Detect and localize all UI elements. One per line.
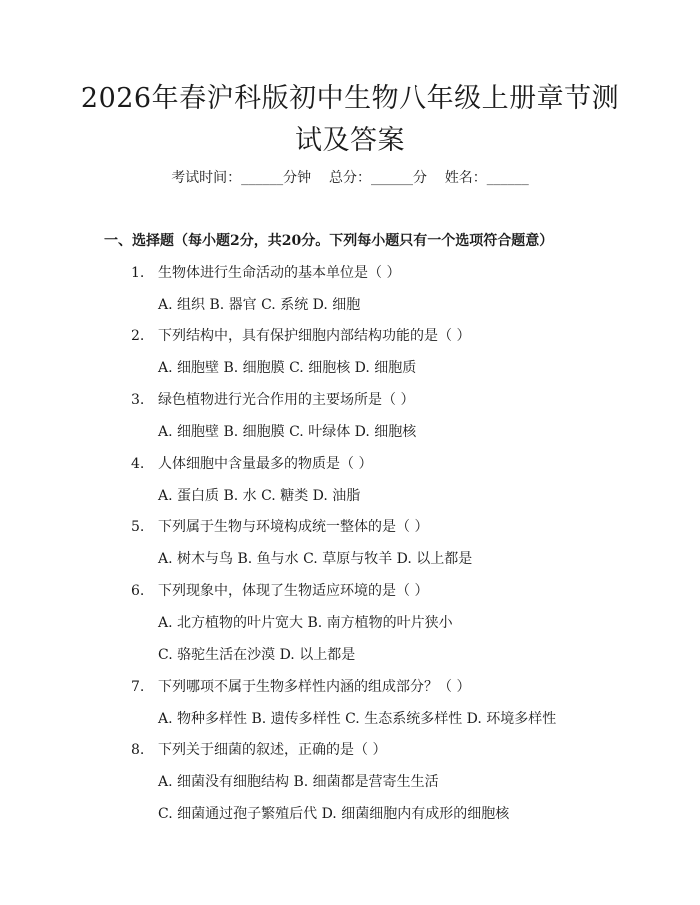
exam-info-line: 考试时间：______分钟 总分：______分 姓名：______ (171, 170, 529, 186)
title-line-1: 2026年春沪科版初中生物八年级上册章节测 (80, 83, 620, 114)
question-options: A. 物种多样性 B. 遗传多样性 C. 生态系统多样性 D. 环境多样性 (158, 711, 557, 727)
question-text: 人体细胞中含量最多的物质是（ ） (158, 456, 373, 472)
page-title (0, 78, 700, 162)
question (131, 676, 470, 696)
question-text: 下列属于生物与环境构成统一整体的是（ ） (158, 519, 429, 535)
question-text: 绿色植物进行光合作用的主要场所是（ ） (158, 392, 415, 408)
question-text: 下列结构中，具有保护细胞内部结构功能的是（ ） (158, 328, 471, 344)
question-options: A. 蛋白质 B. 水 C. 糖类 D. 油脂 (158, 488, 361, 504)
question-number: 8. (131, 742, 145, 758)
question (131, 389, 414, 409)
question-options: A. 细胞壁 B. 细胞膜 C. 叶绿体 D. 细胞核 (158, 424, 417, 440)
question (131, 516, 428, 536)
question-options: C. 骆驼生活在沙漠 D. 以上都是 (158, 647, 356, 663)
question-number: 7. (131, 679, 145, 695)
question-text: 下列现象中，体现了生物适应环境的是（ ） (158, 583, 429, 599)
question-options: C. 细菌通过孢子繁殖后代 D. 细菌细胞内有成形的细胞核 (158, 806, 510, 822)
question-text: 下列关于细菌的叙述，正确的是（ ） (158, 742, 387, 758)
question (131, 453, 372, 473)
title-line-2: 试及答案 (295, 125, 405, 156)
question-number: 4. (131, 456, 145, 472)
question (131, 325, 470, 345)
question (131, 262, 400, 282)
question-options: A. 细胞壁 B. 细胞膜 C. 细胞核 D. 细胞质 (158, 360, 417, 376)
section-heading: 一、选择题（每小题2分，共20分。下列每小题只有一个选项符合题意） (104, 233, 554, 249)
question-number: 5. (131, 519, 145, 535)
question-number: 3. (131, 392, 145, 408)
question-options: A. 北方植物的叶片宽大 B. 南方植物的叶片狭小 (158, 615, 453, 631)
question-options: A. 树木与鸟 B. 鱼与水 C. 草原与牧羊 D. 以上都是 (158, 551, 473, 567)
question-number: 1. (131, 265, 145, 281)
question-text: 生物体进行生命活动的基本单位是（ ） (158, 265, 401, 281)
question (131, 739, 386, 759)
question-number: 2. (131, 328, 145, 344)
question-number: 6. (131, 583, 145, 599)
question-options: A. 细菌没有细胞结构 B. 细菌都是营寄生生活 (158, 774, 439, 790)
question-text: 下列哪项不属于生物多样性内涵的组成部分？（ ） (158, 679, 471, 695)
question (131, 580, 428, 600)
question-options: A. 组织 B. 器官 C. 系统 D. 细胞 (158, 297, 361, 313)
